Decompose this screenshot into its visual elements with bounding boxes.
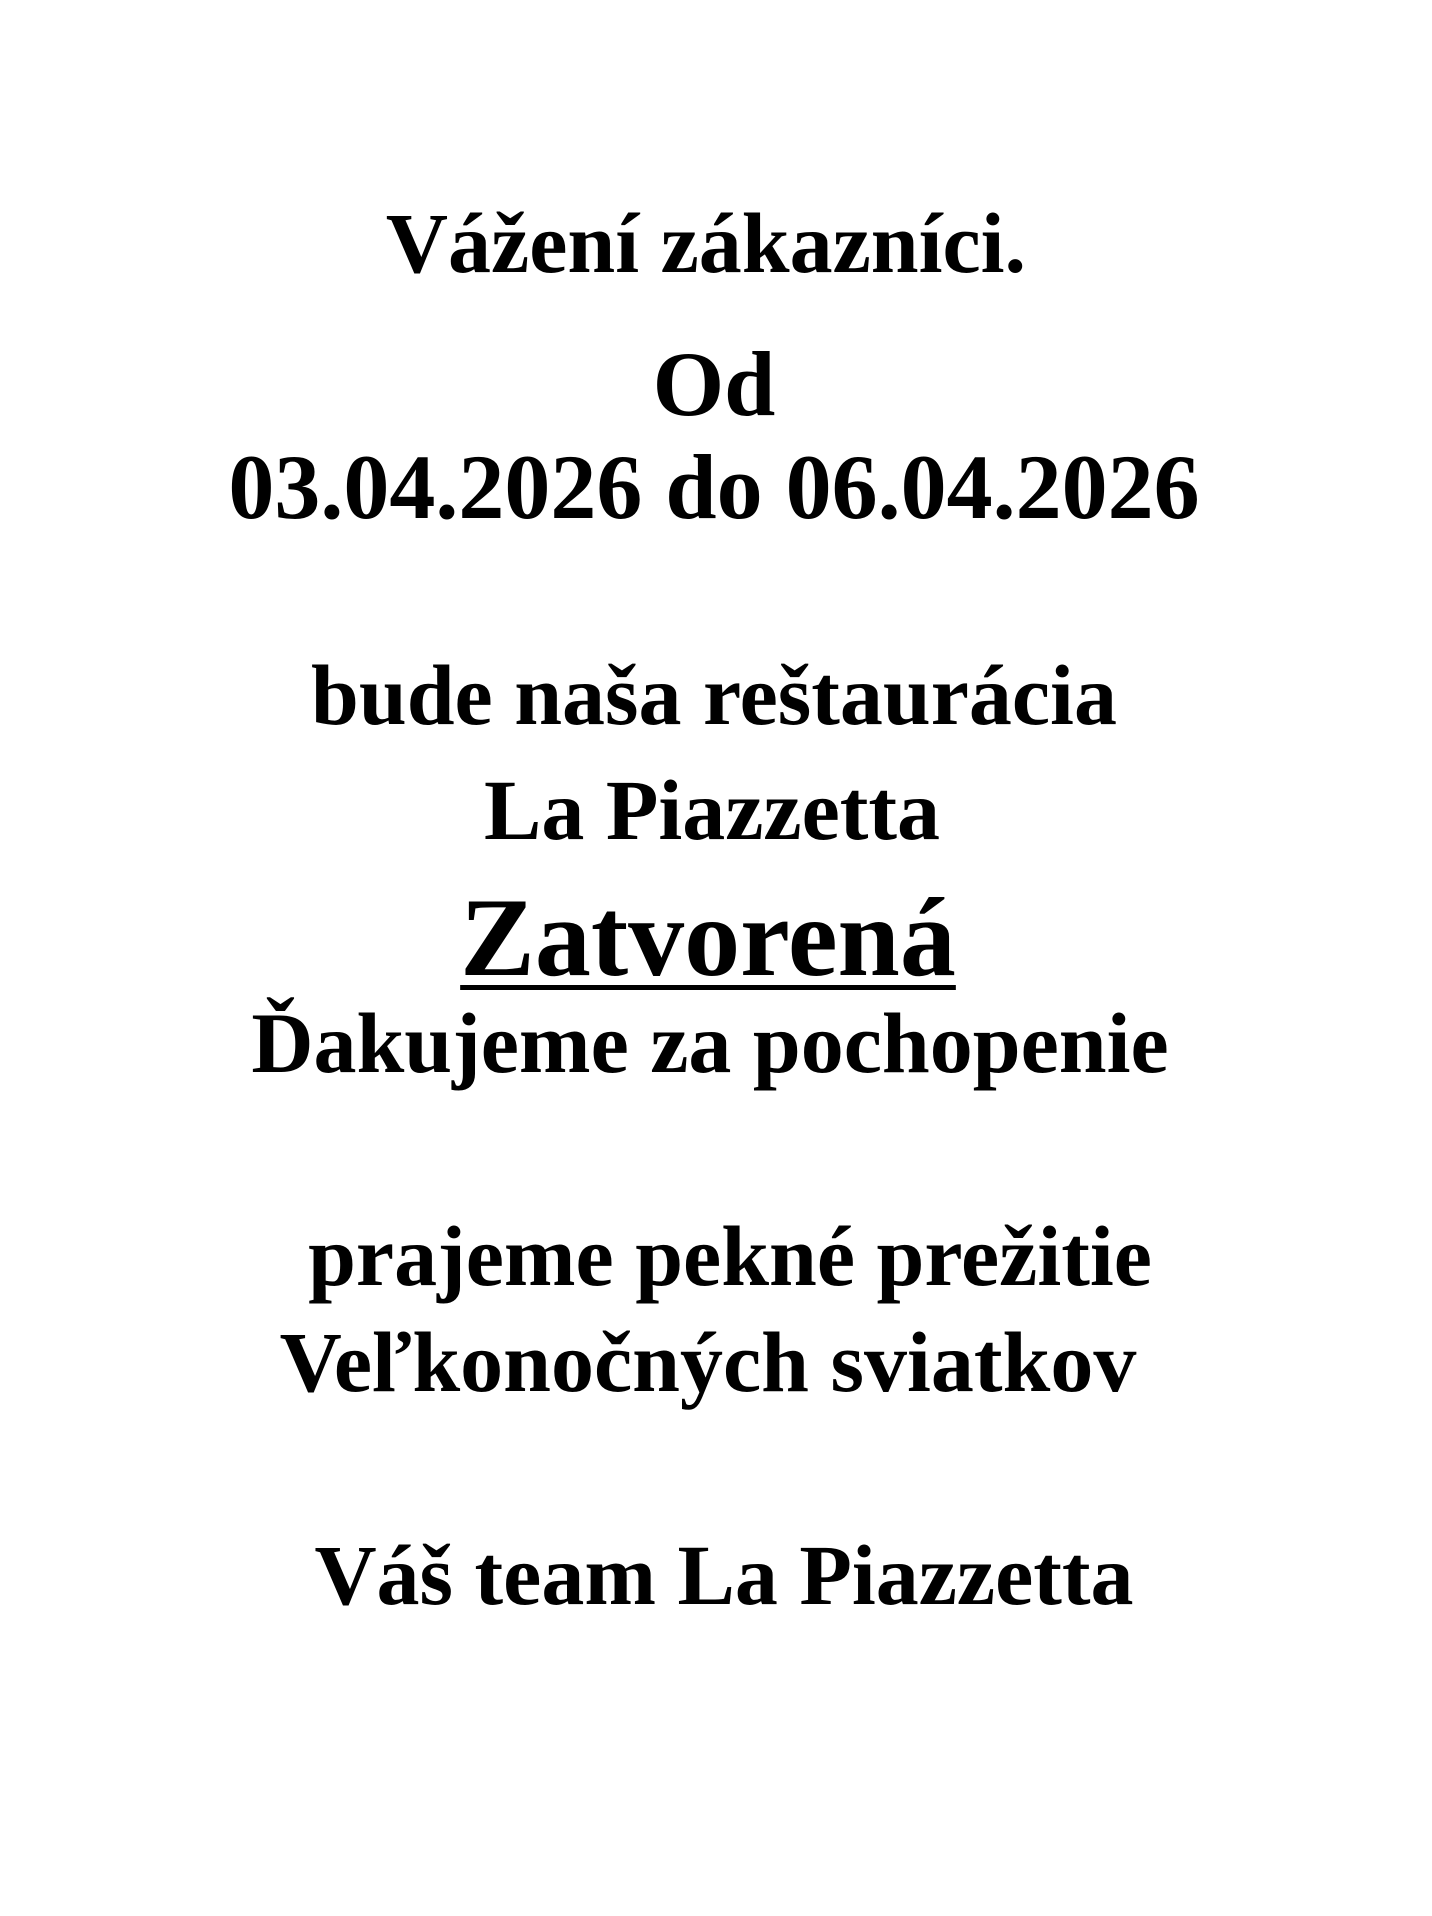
thanks-text: Ďakujeme za pochopenie [251,995,1169,1091]
greeting: Vážení zákazníci. [385,195,1027,291]
date-range: 03.04.2026 do 06.04.2026 [228,436,1200,538]
closed-heading: Zatvorená [460,876,956,1000]
wish-line-2: Veľkonočných sviatkov [279,1314,1137,1410]
restaurant-line: bude naša reštaurácia [311,647,1117,743]
restaurant-name: La Piazzetta [483,762,941,858]
wish-line-1: prajeme pekné prežitie [308,1208,1152,1304]
signature: Váš team La Piazzetta [314,1527,1134,1623]
from-label: Od [652,333,776,435]
